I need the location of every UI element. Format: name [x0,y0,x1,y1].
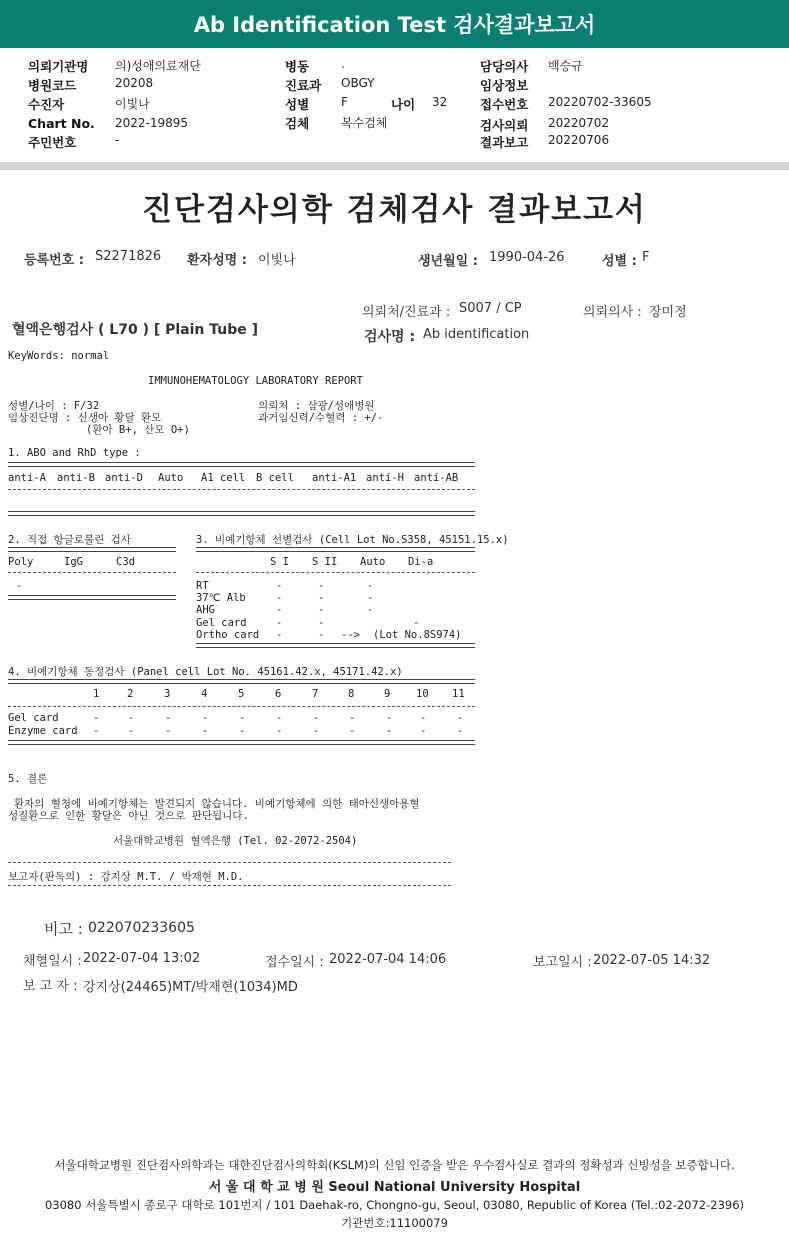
header-value: OBGY [341,76,375,90]
sec4-column-header: 10 [416,688,429,700]
sec1-column-header: anti-B [57,472,95,484]
reporter-value: 강지상(24465)MT/박재현(1034)MD [83,980,298,995]
reg-label: 등록번호 : [24,253,84,268]
conclusion-line-1: 환자의 혈청에 비예기항체는 발견되지 않습니다. 비예기항체에 의한 태아신생아용혈 [14,798,420,810]
sec4-title: 4. 비예기항체 동정검사 (Panel cell Lot No. 45161.42.x, 45171.42.x) [8,666,403,678]
header-value: 20208 [115,76,154,90]
footer-address: 03080 서울특별시 종로구 대학로 101번지 / 101 Daehak-ro, Chongno-gu, Seoul, 03080, Republic of Korea (Tel.:02-2072-2396) [44,1198,745,1212]
sec3-row-label: AHG [196,604,215,617]
footer-institution-number: 기관번호:11100079 [341,1216,448,1230]
report-title: 진단검사의학 검체검사 결과보고서 [142,192,647,228]
sec1-column-header: anti-AB [414,472,459,484]
sec4-cell: - [457,724,464,737]
sec3-row-label: Ortho card [196,628,260,641]
sex-value: F [642,250,650,265]
sec4-cell: - [165,724,172,737]
header-label: Chart No. [28,116,95,131]
footer-hospital-name: 서 울 대 학 교 병 원 Seoul National University Hospital [208,1180,581,1195]
sec4-cell: - [349,712,356,724]
sec4-row-label: Enzyme card [8,724,78,737]
banner-title: Ab Identification Test 검사결과보고서 [193,13,596,37]
sec4-column-header: 6 [275,688,282,700]
sec3-cell: - [318,592,325,605]
divider [196,572,475,573]
header-label: 임상정보 [480,78,529,93]
receive-label: 접수일시 : [265,955,324,970]
reg-value: S2271826 [95,249,162,264]
request-org: 의뢰처 : 삼광/성애병원 [258,400,375,412]
footer-certification: 서울대학교병원 진단검사의학과는 대한진단검사의학회(KSLM)의 신임 인증을 받은 우수검사실로 결과의 정확성과 신빙성을 보증합니다. [54,1158,735,1172]
sec4-column-header: 5 [238,688,245,700]
sec2-value: - [16,580,23,592]
sec4-column-header: 11 [452,688,465,700]
sec4-cell: - [93,712,100,724]
sec3-cell: - [367,604,374,617]
sec4-cell: - [93,724,100,737]
test-name-value: Ab identification [423,327,530,342]
sec4-cell: - [386,712,393,724]
report-time-label: 보고일시 : [533,955,592,970]
divider [8,489,475,490]
sec4-cell: - [239,712,246,724]
sec3-cell: - [318,580,325,592]
divider [8,706,475,707]
sec5-title: 5. 결론 [8,773,48,785]
header-value: . [341,57,345,71]
header-label: 검사의뢰 [480,118,529,133]
header-label: 병원코드 [28,78,77,93]
sec4-cell: - [128,712,135,724]
history: 과거임신력/수혈력 : +/- [258,412,384,424]
divider [8,595,176,600]
sec3-cell: (Lot No.8S974) [373,628,462,641]
divider [8,547,176,552]
sec4-column-header: 7 [312,688,319,700]
header-label: 접수번호 [480,97,529,112]
sec4-column-header: 4 [201,688,208,700]
sec4-cell: - [420,712,427,724]
sec4-cell: - [349,724,356,737]
conclusion-line-2: 성질환으로 인한 황달은 아닌 것으로 판단됩니다. [8,810,249,822]
sec2-title: 2. 직접 항글로불린 검사 [8,534,131,546]
collect-value: 2022-07-04 13:02 [83,951,201,966]
header-label: 성별 [285,97,310,112]
keywords: KeyWords: normal [8,350,110,362]
sec3-cell: - [276,592,283,605]
sec1-title: 1. ABO and RhD type : [8,447,141,459]
dept-value: S007 / CP [459,301,522,316]
sec3-row-label: RT [196,580,209,592]
sec4-column-header: 9 [384,688,391,700]
sec3-cell: - [413,616,420,629]
header-value: 20220706 [548,133,610,147]
sec3-cell: - [276,628,283,641]
dob-label: 생년월일 : [418,254,478,269]
sec4-cell: - [202,712,209,724]
sec3-title: 3. 비예기항체 선별검사 (Cell Lot No.S358, 45151.15.x) [196,534,509,546]
sec3-column-header: Auto [360,556,386,568]
collect-label: 채혈일시 : [23,954,82,969]
sec2-column-header: C3d [116,556,135,568]
header-value: 의)성애의료재단 [115,59,201,73]
header-label: 수진자 [28,97,65,112]
header-value: 2022-19895 [115,116,189,130]
divider [8,462,475,467]
sec3-cell: --> [341,628,360,641]
sec4-cell: - [239,724,246,737]
sec3-cell: - [318,616,325,629]
header-value: 이빛나 [115,97,150,111]
dept-label: 의뢰처/진료과 : [362,305,451,320]
sec3-row-label: Gel card [196,616,247,629]
sec4-row-label: Gel card [8,712,59,724]
header-value: F [341,95,348,109]
sec3-row-label: 37℃ Alb [196,592,246,605]
sec1-column-header: anti-A1 [312,472,357,484]
name-label: 환자성명 : [187,253,247,268]
age-value: 32 [432,95,448,109]
header-value: 복수검체 [341,116,388,130]
reporter-line: 보고자(판독의) : 강지상 M.T. / 박재현 M.D. [8,871,244,883]
sec4-column-header: 3 [164,688,171,700]
doctor-value: 장미정 [649,305,687,320]
sec4-cell: - [276,712,283,724]
header-label: 진료과 [285,78,322,93]
sec3-cell: - [367,592,374,605]
sec4-column-header: 1 [93,688,100,700]
sec3-cell: - [276,580,283,592]
sec4-cell: - [165,712,172,724]
sex-label: 성별 : [602,254,637,269]
sec4-cell: - [313,724,320,737]
sec3-cell: - [276,604,283,617]
remark-label: 비고 : [44,920,83,938]
sec4-column-header: 8 [348,688,355,700]
divider [196,643,475,648]
sec3-column-header: S II [312,556,338,568]
header-value: 20220702 [548,116,610,130]
diagnosis-detail: (환아 B+, 산모 O+) [86,424,190,436]
test-group: 혈액은행검사 ( L70 ) [ Plain Tube ] [12,322,259,338]
sec4-cell: - [128,724,135,737]
remark-value: 022070233605 [88,920,195,936]
sec4-cell: - [202,724,209,737]
sec2-column-header: IgG [64,556,83,568]
doctor-label: 의뢰의사 : [583,305,642,320]
sec1-column-header: A1 cell [201,472,246,484]
sec1-column-header: anti-H [366,472,404,484]
sec3-column-header: Di-a [408,556,434,568]
sec2-column-header: Poly [8,556,34,568]
separator-bar [0,162,789,170]
divider [8,862,451,863]
sec1-column-header: B cell [256,472,294,484]
divider [196,547,475,552]
divider [8,740,475,745]
header-value: 20220702-33605 [548,95,652,109]
bloodbank-contact: 서울대학교병원 혈액은행 (Tel. 02-2072-2504) [113,835,358,847]
sec4-cell: - [457,712,464,724]
header-label: 검체 [285,116,310,131]
header-value: - [115,133,120,147]
sec3-cell: - [318,628,325,641]
sec4-cell: - [386,724,393,737]
sec3-column-header: S I [270,556,289,568]
reporter-label: 보 고 자 : [23,979,78,994]
report-time-value: 2022-07-05 14:32 [593,953,711,968]
divider [8,885,451,886]
header-label: 주민번호 [28,135,77,150]
header-label: 담당의사 [480,59,529,74]
receive-value: 2022-07-04 14:06 [329,952,447,967]
diagnosis: 임상진단명 : 신생아 황달 환모 [8,412,162,424]
divider [8,572,176,573]
test-name-label: 검사명 : [364,329,416,345]
age-label: 나이 [391,97,416,112]
sec3-cell: - [276,616,283,629]
name-value: 이빛나 [258,253,296,268]
sec1-column-header: anti-D [105,472,143,484]
header-label: 결과보고 [480,135,529,150]
sec4-cell: - [420,724,427,737]
sec1-column-header: Auto [158,472,184,484]
header-label: 병동 [285,59,310,74]
header-label: 의뢰기관명 [28,59,89,74]
sec4-cell: - [313,712,320,724]
dob-value: 1990-04-26 [489,250,565,265]
sec4-column-header: 2 [127,688,134,700]
sec3-cell: - [318,604,325,617]
header-value: 백승규 [548,59,583,73]
sec3-cell: - [367,580,374,592]
divider [8,511,475,516]
sec1-column-header: anti-A [8,472,46,484]
divider [8,679,475,684]
sex-age: 성별/나이 : F/32 [8,400,100,412]
lab-title: IMMUNOHEMATOLOGY LABORATORY REPORT [148,375,363,387]
sec4-cell: - [276,724,283,737]
